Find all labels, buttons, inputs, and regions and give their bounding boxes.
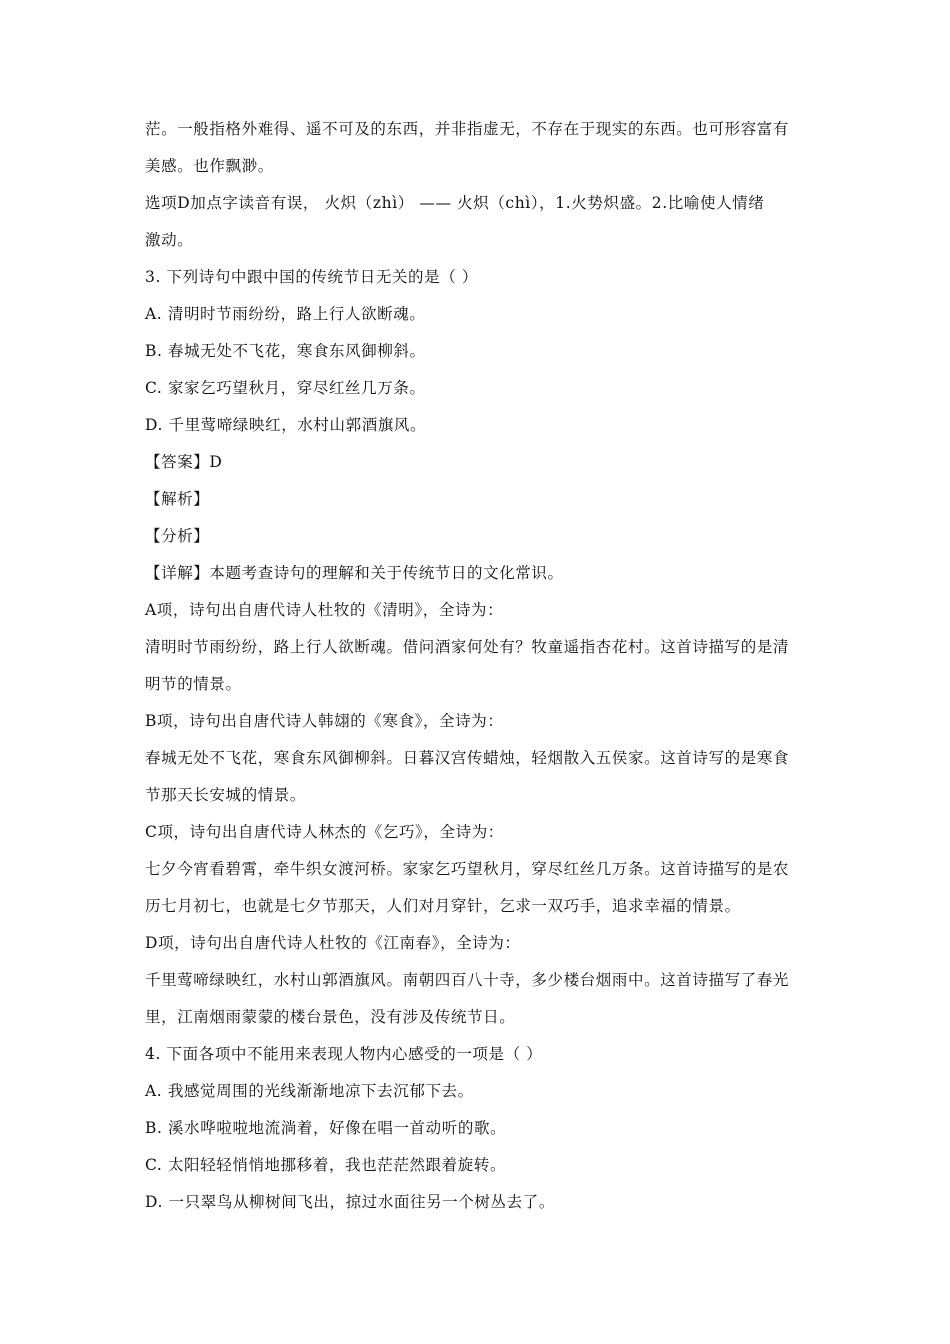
text-line: 节那天长安城的情景。 — [145, 786, 307, 804]
option-a: A. 清明时节雨纷纷，路上行人欲断魂。 — [145, 305, 426, 323]
option-b: B. 春城无处不飞花，寒食东风御柳斜。 — [145, 342, 426, 360]
option-c: C. 太阳轻轻悄悄地挪移着，我也茫茫然跟着旋转。 — [145, 1156, 507, 1174]
text-line: 选项D加点字读音有误， 火炽（zhì） —— 火炽（chì），1.火势炽盛。2.比喻使人情绪 — [145, 194, 765, 212]
text-line: 历七月初七，也就是七夕节那天，人们对月穿针，乞求一双巧手，追求幸福的情景。 — [145, 897, 741, 915]
detail-label: 【详解】本题考查诗句的理解和关于传统节日的文化常识。 — [145, 564, 564, 582]
analysis-label: 【分析】 — [145, 527, 210, 545]
option-a: A. 我感觉周围的光线渐渐地凉下去沉郁下去。 — [145, 1082, 474, 1100]
option-b: B. 溪水哗啦啦地流淌着，好像在唱一首动听的歌。 — [145, 1119, 507, 1137]
question-4: 4. 下面各项中不能用来表现人物内心感受的一项是（ ） — [145, 1045, 543, 1063]
question-3: 3. 下列诗句中跟中国的传统节日无关的是（ ） — [145, 268, 478, 286]
text-line: 清明时节雨纷纷，路上行人欲断魂。借问酒家何处有？牧童遥指杏花村。这首诗描写的是清 — [145, 638, 790, 656]
text-line: 茫。一般指格外难得、遥不可及的东西，并非指虚无，不存在于现实的东西。也可形容富有 — [145, 120, 790, 138]
answer-label: 【答案】D — [145, 453, 223, 471]
text-line: 里，江南烟雨蒙蒙的楼台景色，没有涉及传统节日。 — [145, 1008, 516, 1026]
option-d: D. 一只翠鸟从柳树间飞出，掠过水面往另一个树丛去了。 — [145, 1193, 555, 1211]
explanation-label: 【解析】 — [145, 490, 210, 508]
text-line: 明节的情景。 — [145, 675, 242, 693]
text-line: D项，诗句出自唐代诗人杜牧的《江南春》，全诗为： — [145, 934, 521, 952]
option-d: D. 千里莺啼绿映红，水村山郭酒旗风。 — [145, 416, 427, 434]
text-line: B项，诗句出自唐代诗人韩翃的《寒食》，全诗为： — [145, 712, 504, 730]
document-page — [145, 119, 825, 1212]
text-line: 千里莺啼绿映红，水村山郭酒旗风。南朝四百八十寺，多少楼台烟雨中。这首诗描写了春光 — [145, 971, 790, 989]
text-line: 美感。也作飘渺。 — [145, 157, 274, 175]
text-line: 激动。 — [145, 231, 194, 249]
option-c: C. 家家乞巧望秋月，穿尽红丝几万条。 — [145, 379, 426, 397]
text-line: 春城无处不飞花，寒食东风御柳斜。日暮汉宫传蜡烛，轻烟散入五侯家。这首诗写的是寒食 — [145, 749, 790, 767]
text-line: C项，诗句出自唐代诗人林杰的《乞巧》，全诗为： — [145, 823, 504, 841]
text-line: 七夕今宵看碧霄，牵牛织女渡河桥。家家乞巧望秋月，穿尽红丝几万条。这首诗描写的是农 — [145, 860, 790, 878]
text-line: A项，诗句出自唐代诗人杜牧的《清明》，全诗为： — [145, 601, 504, 619]
